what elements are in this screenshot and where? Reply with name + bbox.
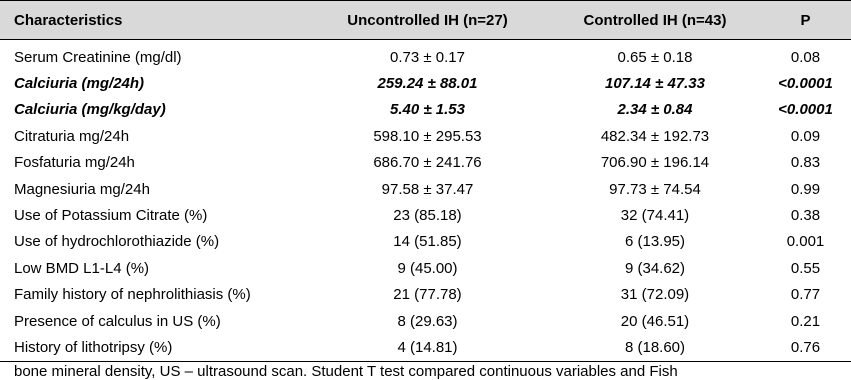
uncontrolled-value: 97.58 ± 37.47 xyxy=(381,180,474,198)
uncontrolled-value: 8 (29.63) xyxy=(397,312,458,330)
controlled-value: 31 (72.09) xyxy=(620,286,690,304)
row-label: Low BMD L1-L4 (%) xyxy=(14,259,150,277)
controlled-value: 97.73 ± 74.54 xyxy=(609,180,701,198)
header-p-value: P xyxy=(760,1,851,40)
p-value: 0.77 xyxy=(790,286,821,304)
uncontrolled-value: 23 (85.18) xyxy=(393,207,462,225)
p-value: 0.76 xyxy=(760,334,851,361)
uncontrolled-value: 5.40 ± 1.53 xyxy=(390,101,465,119)
table-row xyxy=(0,176,851,202)
controlled-value: 2.34 ± 0.84 xyxy=(617,101,693,119)
header-row xyxy=(0,1,851,40)
controlled-value: 482.34 ± 192.73 xyxy=(600,127,710,145)
row-label: Use of hydrochlorothiazide (%) xyxy=(14,233,220,251)
uncontrolled-value: 259.24 ± 88.01 xyxy=(377,75,478,93)
table-row xyxy=(0,334,851,361)
p-value: 0.08 xyxy=(790,48,821,66)
uncontrolled-value: 0.73 ± 0.17 xyxy=(390,48,465,66)
table-row xyxy=(0,202,851,228)
row-label: Calciuria (mg/kg/day) xyxy=(14,101,166,119)
table-row xyxy=(0,40,851,71)
controlled-value: 6 (13.95) xyxy=(624,233,686,251)
table-row xyxy=(0,150,851,176)
uncontrolled-value: 598.10 ± 295.53 xyxy=(373,127,482,145)
p-value: 0.09 xyxy=(790,127,821,145)
uncontrolled-value: 4 (14.81) xyxy=(305,334,550,361)
row-label: Magnesiuria mg/24h xyxy=(14,180,150,198)
uncontrolled-value: 686.70 ± 241.76 xyxy=(373,154,482,172)
uncontrolled-value: 21 (77.78) xyxy=(393,286,462,304)
controlled-value: 0.65 ± 0.18 xyxy=(617,48,693,66)
row-label: Calciuria (mg/24h) xyxy=(14,75,145,93)
uncontrolled-value: 9 (45.00) xyxy=(397,259,458,277)
p-value: 0.83 xyxy=(790,154,821,172)
row-label: History of lithotripsy (%) xyxy=(0,334,305,361)
table-row xyxy=(0,97,851,123)
header-controlled: Controlled IH (n=43) xyxy=(550,1,760,40)
p-value: 0.55 xyxy=(790,259,821,277)
table-row xyxy=(0,70,851,96)
table-row xyxy=(0,123,851,149)
table-row xyxy=(0,308,851,334)
table-body xyxy=(0,40,851,362)
header-uncontrolled: Uncontrolled IH (n=27) xyxy=(305,1,550,40)
row-label: Family history of nephrolithiasis (%) xyxy=(14,286,251,304)
p-value: 0.21 xyxy=(790,312,821,330)
row-label: Presence of calculus in US (%) xyxy=(14,312,221,330)
controlled-value: 20 (46.51) xyxy=(620,312,690,330)
controlled-value: 706.90 ± 196.14 xyxy=(600,154,710,172)
table-row xyxy=(0,282,851,308)
controlled-value: 32 (74.41) xyxy=(620,207,690,225)
controlled-value: 9 (34.62) xyxy=(624,259,686,277)
uncontrolled-value: 14 (51.85) xyxy=(393,233,462,251)
p-value: <0.0001 xyxy=(778,101,833,119)
table-header xyxy=(0,1,851,40)
table-footnote: bone mineral density, US – ultrasound scan. Student T test compared continuous variables and Fish xyxy=(14,363,678,380)
row-label: Citraturia mg/24h xyxy=(14,127,130,145)
table-row xyxy=(0,229,851,255)
table-row xyxy=(0,255,851,281)
header-characteristics: Characteristics xyxy=(0,1,305,40)
p-value: 0.001 xyxy=(786,233,825,251)
p-value: 0.99 xyxy=(790,180,821,198)
row-label: Serum Creatinine (mg/dl) xyxy=(14,48,182,66)
controlled-value: 107.14 ± 47.33 xyxy=(605,75,705,93)
row-label: Fosfaturia mg/24h xyxy=(14,154,135,172)
p-value: 0.38 xyxy=(790,207,821,225)
p-value: <0.0001 xyxy=(778,75,833,93)
controlled-value: 8 (18.60) xyxy=(550,334,760,361)
row-label: Use of Potassium Citrate (%) xyxy=(14,207,208,225)
